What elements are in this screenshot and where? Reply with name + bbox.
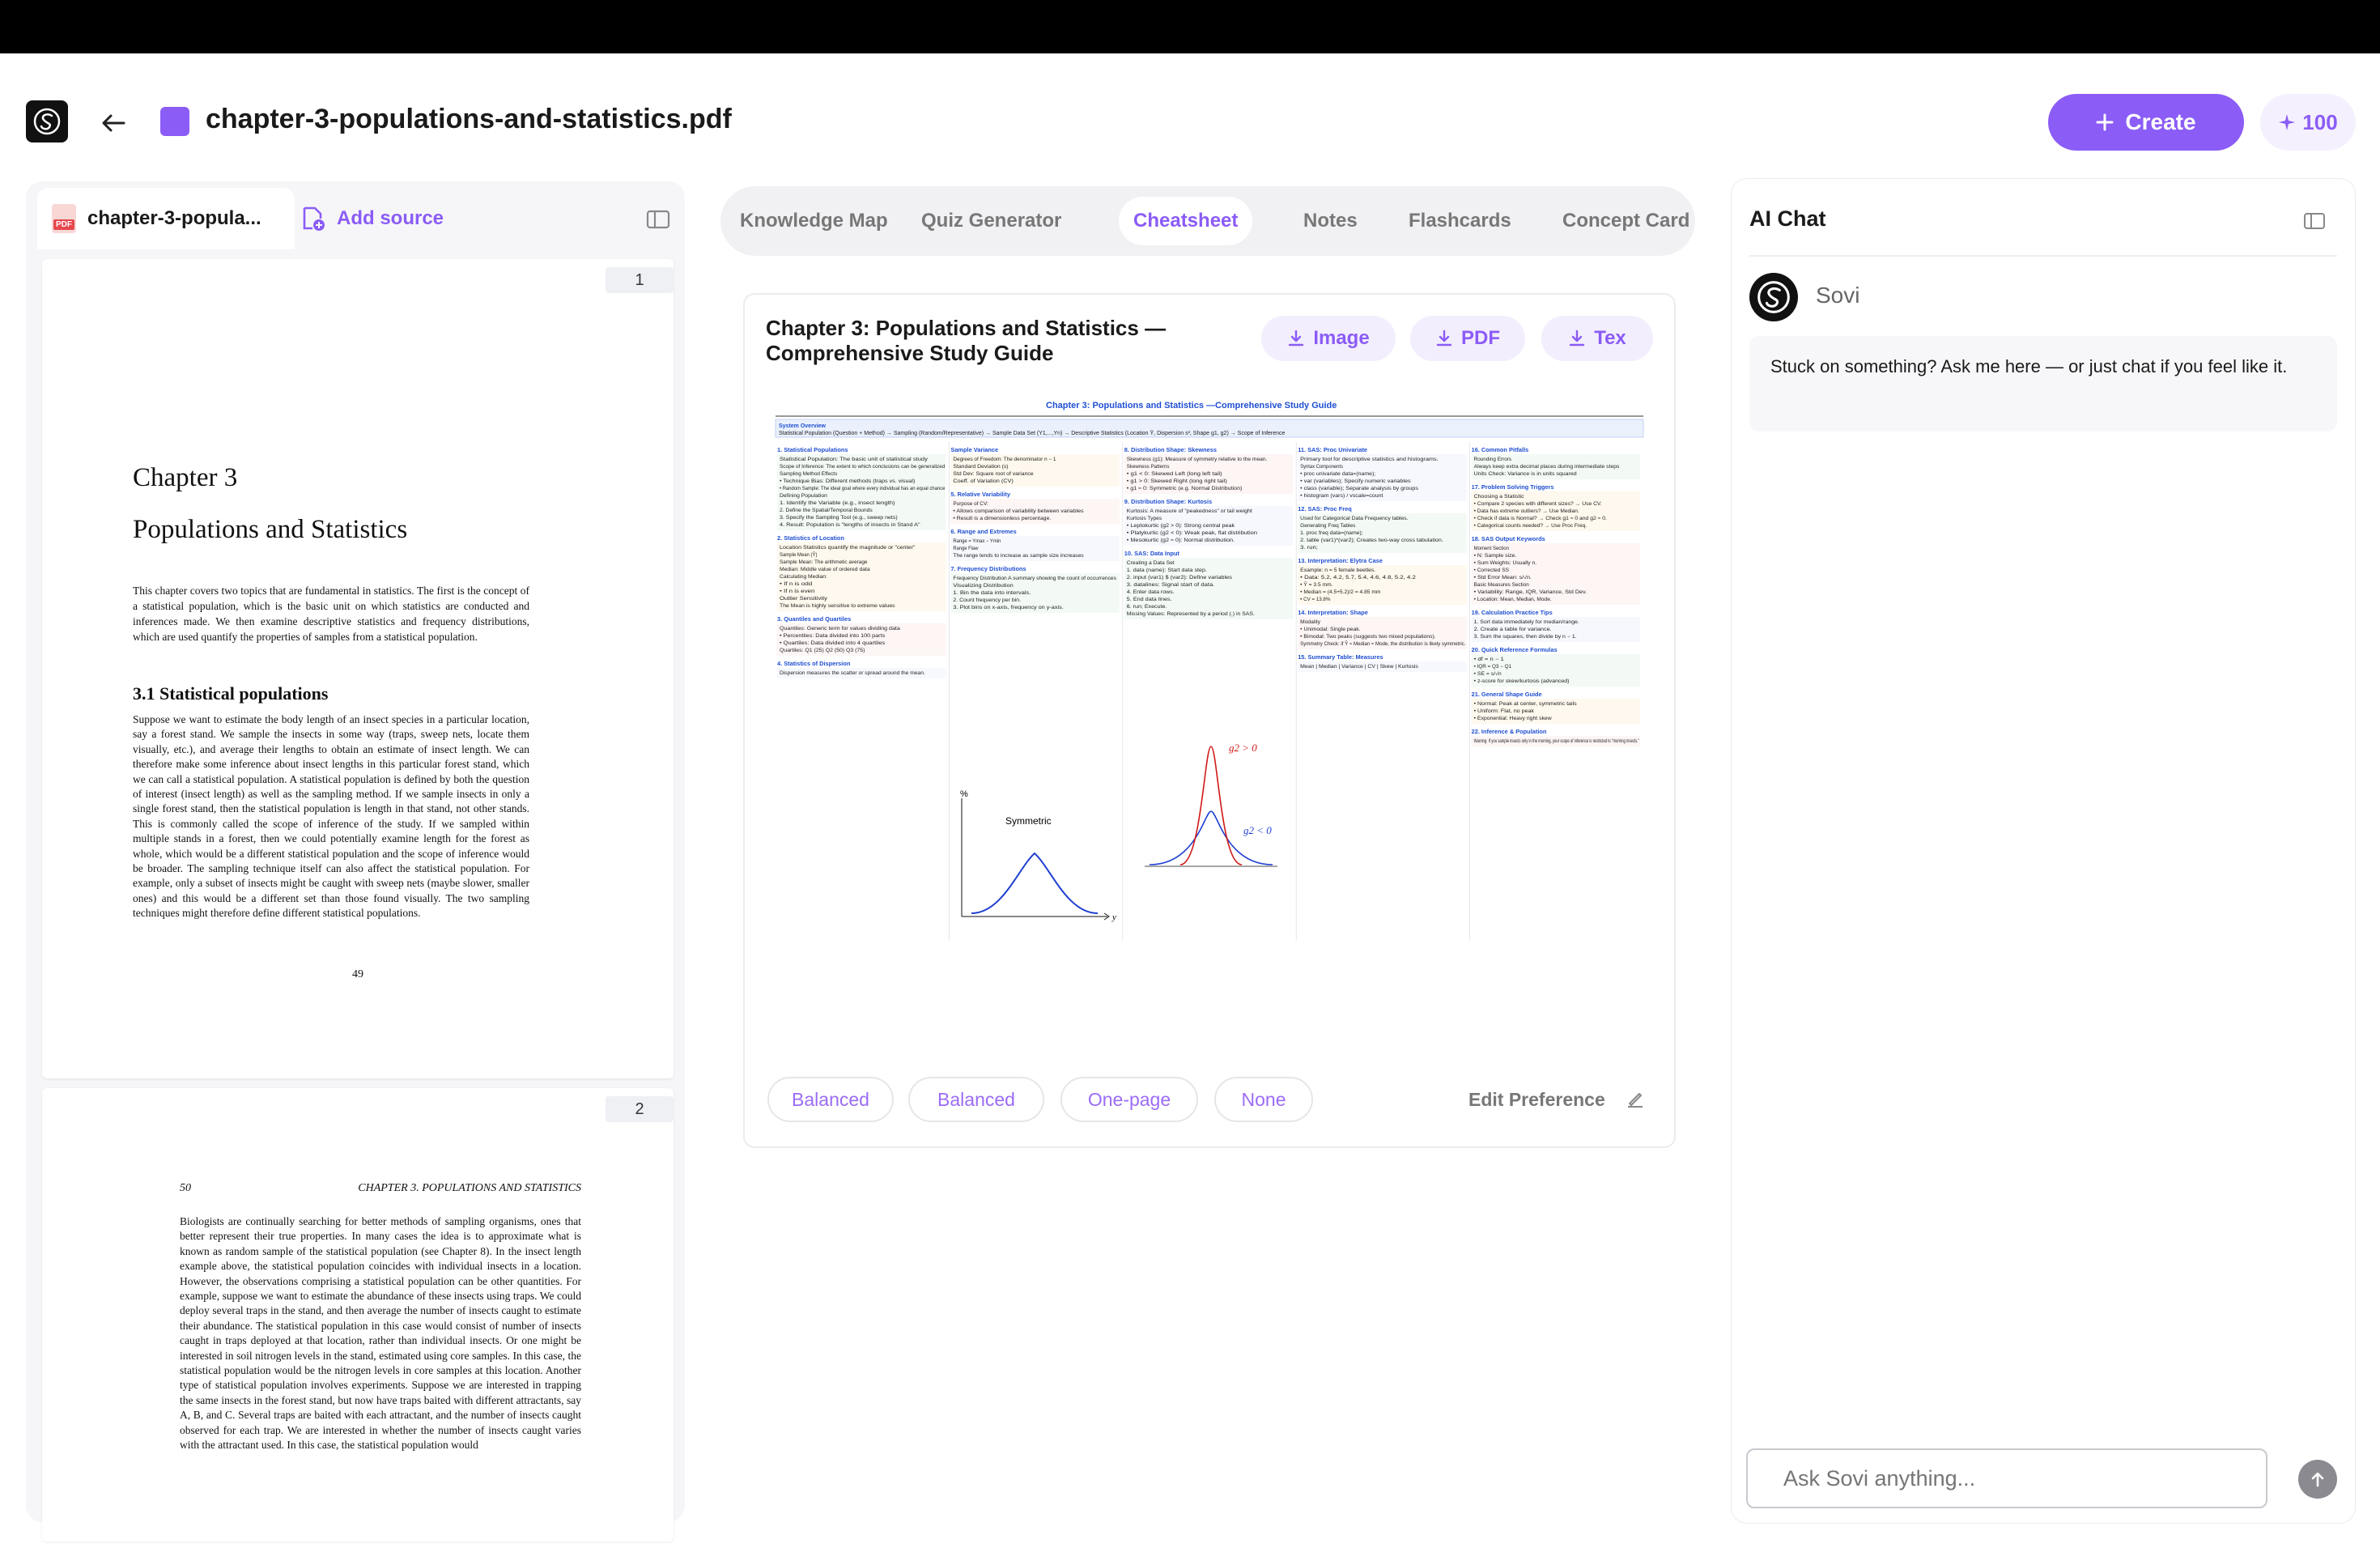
kurtosis-figure [1145,742,1277,866]
edit-pencil-icon [1625,1089,1646,1110]
ai-chat-panel [1731,178,2356,1524]
pref-chip-length[interactable]: One-page [1060,1077,1198,1122]
arrow-up-icon [2309,1470,2327,1488]
sheet-section-heading: 16. Common Pitfalls [1471,446,1529,453]
sheet-line: Kurtosis Types [1126,517,1162,521]
edit-preference-label: Edit Preference [1468,1088,1605,1110]
document-color-icon [160,107,189,136]
section-body: Suppose we want to estimate the body length of an insect species in a particular location, say a forest stand. We sample the insects in some way (traps, sweep nets, locate them visually, etc.), and average their lengths to obtain an estimate of insect length. We can therefore make some inference about insect lengths in this particular forest stand, which we can call a statistical population. A statistical population is defined by both the question of interest (insect length) as well as the sampling method. If we sample insects in only a single forest stand, then the statistical population is length in that stand, not other stands. This is commonly called the scope of inference of the study. If we sampled within multiple stands in a forest, then we could potentially examine length for the forest as whole, which would be a different statistical population and the scope of inference would be broader. The sampling technique itself can also affect the statistical population. For example, only a subset of insects might be caught with sweep nets (maybe slower, smaller ones) and this would be a different set than those found visually. The two sampling techniques might therefore define different statistical populations. [133,713,529,920]
credits-badge[interactable] [2260,94,2356,151]
sheet-line: Frequency Distribution A summary showing the count of occurrences [953,576,1116,581]
sheet-section-heading: 22. Inference & Population [1471,728,1547,735]
sheet-line: • Random Sample: The ideal goal where every individual has an equal chance [780,487,946,491]
sources-panel [26,181,685,1522]
sheet-line: 6. run; Execute. [1126,605,1167,610]
page-number: 1 [606,267,674,293]
sheet-section-heading: 7. Frequency Distributions [950,565,1026,572]
sheet-line: • SE = s/√n [1473,672,1498,677]
sheet-line: Used for Categorical Data Frequency tables. [1300,517,1409,521]
edit-preference-button[interactable] [1468,1077,1646,1122]
sheet-line: Outlier Sensitivity [780,597,827,602]
bot-message: Stuck on something? Ask me here — or just chat if you feel like it. [1749,336,2337,432]
sheet-line: Visualizing Distribution [953,584,1014,589]
figure-y-axis-label: % [960,789,968,799]
pref-chip-density[interactable]: Balanced [767,1077,894,1122]
sheet-section-heading: 15. Summary Table: Measures [1298,653,1383,661]
sheet-line: Calculating Median: [780,575,828,580]
sheet-line: • Mesokurtic (g2 ≈ 0): Normal distribution. [1126,538,1235,543]
sheet-line: Syntax Components [1300,465,1343,470]
sparkle-icon [2278,113,2296,131]
sheet-line: 3. Specify the Sampling Tool (e.g., sweep nets) [780,516,898,521]
sheet-line: Standard Deviation (s) [953,465,1009,470]
chapter-label: Chapter 3 [133,463,238,492]
sheet-line: Sample Mean: The arithmetic average [780,560,869,565]
sheet-line: • Quartiles: Data divided into 4 quartiles [780,641,886,646]
sheet-section-box [1472,543,1640,605]
sheet-line: Primary tool for descriptive statistics and histograms. [1300,457,1439,462]
sheet-line: Missing Values: Represented by a period (.) in SAS. [1126,612,1256,617]
credits-count: 100 [2302,109,2338,134]
sheet-section-heading: 12. SAS: Proc Freq [1298,505,1352,512]
sheet-section-heading: 11. SAS: Proc Univariate [1298,446,1368,453]
sheet-line: • Platykurtic (g2 < 0): Weak peak, flat distribution [1126,531,1257,536]
sheet-line: 1. Identify the Variable (e.g., insect length) [780,501,895,506]
sheet-line: Units Check: Variance is in units squared [1473,472,1577,477]
sheet-section-box [1124,558,1293,619]
sheet-line: 1. data (name): Start data step. [1126,568,1208,573]
sheet-line: The Mean is highly sensitive to extreme values [780,604,895,609]
page-footer: 49 [352,968,363,980]
sheet-line: • N: Sample size. [1473,554,1517,559]
pref-chip-detail[interactable]: Balanced [908,1077,1044,1122]
cheatsheet-card [743,293,1676,1148]
sheet-line: Skewness (g1): Measure of symmetry relative to the mean. [1126,457,1268,462]
sheet-section-heading: 4. Statistics of Dispersion [777,660,851,667]
sheet-line: 1. Sort data immediately for median/range. [1473,620,1580,625]
running-page-number: 50 [180,1182,191,1194]
sheet-section-heading: 14. Interpretation: Shape [1298,609,1368,616]
sheet-line: 3. datalines: Signal start of data. [1126,583,1215,588]
sheet-line: • g1 ≈ 0: Symmetric (e.g. Normal Distribution) [1126,487,1243,491]
sheet-line: 2. table (var1)*(var2); Creates two-way cross tabulation. [1300,538,1444,543]
sheet-line: Moment Section [1473,546,1509,551]
sheet-line: • Exponential: Heavy right skew [1473,717,1553,721]
sheet-line: Quantiles: Generic term for values dividing data [780,627,901,632]
chat-input[interactable] [1746,1448,2267,1508]
sheet-line: • Data: 5.2, 4.2, 5.7, 5.4, 4.6, 4.8, 5.2, 4.2 [1300,576,1417,580]
sidebar-toggle-icon[interactable] [2303,211,2326,231]
sheet-line: Mean | Median | Variance | CV | Skew | Kurtosis [1300,665,1418,670]
sheet-line: Basic Measures Section [1473,583,1529,588]
sheet-line: Rounding Errors [1473,457,1512,462]
sheet-line: • Median = (4.5+5.2)/2 = 4.85 mm [1300,590,1381,595]
sheet-line: • IQR = Q3 − Q1 [1473,665,1512,670]
sheet-line: Symmetry Check: if Ȳ ≈ Median ≈ Mode, the distribution is likely symmetric. [1300,642,1462,647]
add-source-button[interactable] [301,206,444,232]
sheet-line: • g1 < 0: Skewed Left (long left tail) [1126,472,1222,477]
cheatsheet-title: Chapter 3: Populations and Statistics — Comprehensive Study Guide [766,316,1167,365]
sheet-line: • Normal: Peak at center, symmetric tails [1473,702,1577,707]
download-image-label: Image [1313,327,1370,349]
source-tab[interactable] [37,188,295,249]
logo-icon [32,107,62,136]
download-icon [1435,330,1453,347]
pdf-file-icon [52,204,76,233]
sidebar-toggle-icon[interactable] [646,209,670,230]
sheet-line: The range tends to increase as sample size increases [953,554,1084,559]
page-body: Biologists are continually searching for better methods of sampling organisms, ones that better represent their true properties. In many cases the idea is to approximate what is known as random sample of the statistical population (see Chapter 8). In the insect length example above, the statistical population coincides with individual insects in a location. However, the observations comprising a statistical population can be other quantities. For example, suppose we want to estimate the abundance of these insects using traps. We could deploy several traps in the stand, and then average the number of insects caught to estimate their abundance. The statistical population in this case would consist of number of insects caught in traps deployed at that location, rather than individual insects. Or one might be interested in soil nitrogen levels in the stand, estimated using core samples. In this case, the statistical population would be the nitrogen levels in core samples at this location. Another type of statistical population involves experiments. Suppose we are interested in trapping the same insects in the forest stand, but now have traps baited with different attractants, say A, B, and C. Several traps are baited with each attractant, and the number of insects caught observed for each trap. We are interested in whether the number of insects caught varies with the attractant used. In this case, the statistical population would [180,1215,581,1452]
symmetric-distribution-figure [960,789,1116,922]
send-button[interactable] [2298,1460,2337,1499]
sheet-line: • Technique Bias: Different methods (traps vs. visual) [780,479,916,484]
sheet-line: Skewness Patterns [1126,465,1170,470]
document-title: chapter-3-populations-and-statistics.pdf [206,104,732,134]
sheet-line: • g1 > 0: Skewed Right (long right tail) [1126,479,1227,484]
sheet-line: 1. Bin the data into intervals. [953,591,1031,596]
sheet-title: Chapter 3: Populations and Statistics —Comprehensive Study Guide [1046,401,1337,410]
sheet-line: Range = Ymax − Ymin [953,539,1001,544]
sheet-line: • Sum Weights: Usually n. [1473,561,1537,566]
sheet-line: Range Flaw [953,546,980,551]
download-image-button[interactable] [1261,316,1396,361]
sheet-line: 3. Sum the squares, then divide by n − 1. [1473,635,1578,640]
sheet-line: 2. Create a table for variance. [1473,627,1553,632]
pdf-badge-label: PDF [53,219,74,230]
add-source-label: Add source [337,207,444,229]
sheet-section-heading: 17. Problem Solving Triggers [1471,483,1554,491]
section-heading: 3.1 Statistical populations [133,683,329,704]
sheet-line: Purpose of CV: [953,502,989,507]
sheet-line: Degrees of Freedom: The denominator n − 1 [953,457,1057,462]
download-pdf-button[interactable] [1410,316,1525,361]
app-logo[interactable] [26,100,68,142]
sheet-line: Modality [1300,620,1320,625]
sheet-section-heading: 1. Statistical Populations [777,446,848,453]
sheet-line: 4. Enter data rows. [1126,590,1175,595]
running-header [180,1182,581,1195]
sheet-section-heading: 18. SAS Output Keywords [1471,535,1545,542]
sheet-line: Sampling Method Effects [780,472,838,477]
chapter-intro: This chapter covers two topics that are fundamental in statistics. The first is the concept of a statistical population, which is the basic unit on which statistics are conducted and inferences made. We then examine descriptive statistics and frequency distributions, which are used quantify the properties of samples from a statistical population. [133,585,529,643]
divider [1749,255,2337,257]
overview-label: System Overview [779,423,826,429]
plus-icon [2096,113,2114,131]
running-title: CHAPTER 3. POPULATIONS AND STATISTICS [358,1182,581,1194]
sheet-line: Coeff. of Variation (CV) [953,479,1014,484]
sheet-line: 5. End data lines. [1126,598,1172,602]
tab-flashcards[interactable]: Flashcards [1409,210,1511,232]
tab-quiz-generator[interactable]: Quiz Generator [921,210,1062,232]
avatar [1749,273,1798,321]
download-tex-button[interactable] [1541,316,1653,361]
sheet-line: • class (variable); Separate analysis by groups [1300,487,1418,491]
sheet-line: Generating Freq Tables [1300,524,1356,529]
sheet-line: • Categorical counts needed? → Use Proc Freq. [1473,524,1587,529]
sheet-line: Dispersion measures the scatter or spread around the mean. [780,671,926,676]
sheet-line: • df = n − 1 [1473,657,1505,662]
sheet-line: 2. input (var1) $ (var2): Define variables [1126,576,1232,580]
sheet-line: • Leptokurtic (g2 > 0): Strong central peak [1126,524,1236,529]
window-top-bar [0,0,2380,53]
sheet-line: Median: Middle value of ordered data [780,568,871,572]
tab-knowledge-map[interactable]: Knowledge Map [740,210,888,232]
sheet-section-heading: Sample Variance [950,446,999,453]
sheet-line: Location Statistics quantify the magnitude or "center" [780,546,916,551]
sheet-line: • Compare 2 species with different sizes? → Use CV. [1473,502,1603,507]
sheet-section-heading: 3. Quantiles and Quartiles [777,615,852,623]
sheet-section-heading: 10. SAS: Data Input [1124,550,1179,557]
sheet-line: 2. Count frequency per bin. [953,598,1022,603]
app-header [0,53,2380,191]
sheet-section-heading: 9. Distribution Shape: Kurtosis [1124,498,1213,505]
preferences-row [767,1077,1658,1122]
sheet-line: • Uniform: Flat, no peak [1473,709,1536,714]
sheet-line: Scope of Inference: The extent to which conclusions can be generalized [780,465,946,470]
chapter-title: Populations and Statistics [133,515,408,544]
figure-x-axis-label: y [1112,912,1116,922]
sheet-line: • CV = 13.8% [1300,598,1332,602]
sheet-line: • histogram (vars) / vscale=count [1300,494,1383,499]
sheet-section-heading: 8. Distribution Shape: Skewness [1124,446,1217,453]
ai-chat-title: AI Chat [1749,206,1826,231]
create-button[interactable] [2048,94,2244,151]
sheet-section-heading: 13. Interpretation: Elytra Case [1298,557,1383,564]
pdf-page-2 [42,1088,674,1542]
page-number: 2 [606,1096,674,1122]
sheet-section-heading: 21. General Shape Guide [1471,691,1542,698]
sheet-line: 3. Plot bins on x-axis, frequency on y-axis. [953,606,1065,610]
sheet-line: • If n is even [780,589,815,594]
sheet-line: Defining Population [780,494,827,499]
sheet-line: • If n is odd [780,582,813,587]
back-button[interactable] [96,105,131,141]
download-tex-label: Tex [1594,327,1626,349]
bot-name: Sovi [1816,283,1860,308]
sheet-line: Choosing a Statistic [1473,495,1524,500]
sheet-line: • Location: Mean, Median, Mode. [1473,598,1553,602]
sheet-line: • proc univariate data=(name); [1300,472,1376,477]
sheet-line: Kurtosis: A measure of "peakedness" or tail weight [1126,509,1253,514]
sheet-line: • Ȳ = 3.5 mm. [1300,583,1330,588]
tab-notes[interactable]: Notes [1303,210,1358,232]
tab-concept-card[interactable]: Concept Card [1562,210,1690,232]
sheet-section-heading: 5. Relative Variability [950,491,1010,498]
sheet-line: • Bimodal: Two peaks (suggests two mixed populations). [1300,635,1436,640]
download-icon [1568,330,1586,347]
sheet-section-heading: 19. Calculation Practice Tips [1471,609,1553,616]
tab-cheatsheet[interactable]: Cheatsheet [1119,197,1252,245]
sheet-line: Always keep extra decimal places during intermediate steps [1473,465,1620,470]
sheet-line: • Variability: Range, IQR, Variance, Std Dev. [1473,590,1587,595]
sheet-line: • Percentiles: Data divided into 100 parts [780,634,886,639]
sheet-line: Warning: If you sample insects only in the morning, your scope of inference is restricted to "morning insects." [1473,739,1639,744]
sheet-line: 4. Result: Population is "lengths of insects in Stand A" [780,523,920,528]
sheet-line: • Std Error Mean: s/√n. [1473,576,1524,580]
figure-symmetric-label: Symmetric [1005,815,1052,827]
sheet-line: Sample Mean (Ȳ) [780,553,818,558]
sheet-section-heading: 2. Statistics of Location [777,534,844,542]
sheet-line: • Data has extreme outliers? → Use Median. [1473,509,1580,514]
sheet-line: • Result is a dimensionless percentage. [953,517,1052,521]
sheet-line: • Check if data is Normal? → Check g1 ≈ 0 and g2 ≈ 0. [1473,517,1608,521]
kurtosis-negative-label: g2 < 0 [1243,824,1272,836]
kurtosis-positive-label: g2 > 0 [1229,742,1257,754]
sheet-line: • Corrected SS [1473,568,1509,573]
sheet-line: • Allows comparison of variability between variables [953,509,1084,514]
sheet-line: 1. proc freq data=(name); [1300,531,1364,536]
sheet-line: Creating a Data Set [1126,561,1175,566]
sheet-line: • Unimodal: Single peak. [1300,627,1361,632]
source-tab-label: chapter-3-popula... [87,207,261,229]
cheatsheet-preview[interactable] [776,390,1643,941]
file-add-icon [301,206,325,232]
download-pdf-label: PDF [1461,327,1500,349]
pref-chip-style[interactable]: None [1214,1077,1313,1122]
sheet-line: Quartiles: Q1 (25) Q2 (50) Q3 (75) [780,649,865,653]
sheet-line: • var (variables); Specify numeric variables [1300,479,1411,484]
arrow-left-icon [101,113,125,133]
sheet-line: Example: n = 5 female beetles. [1300,568,1376,573]
study-tools-tabs [720,186,1695,256]
overview-text: Statistical Population (Question + Method) → Sampling (Random/Representative) → Sample Data Set (Y1,...,Yn) → Descriptive Statistics (Location Ȳ, Dispersion s², Shape g1, g2) → Scope of Inference [779,431,1286,436]
bot-logo-icon [1756,279,1791,315]
sheet-line: • z-score for skew/kurtosis (advanced) [1473,679,1570,684]
sheet-line: 3. run; [1300,546,1319,551]
sheet-line: Statistical Population: The basic unit of statistical study [780,457,928,462]
sheet-line: Std Dev: Square root of variance [953,472,1035,477]
download-icon [1287,330,1305,347]
sheet-section-heading: 20. Quick Reference Formulas [1471,646,1558,653]
pdf-page-1 [42,259,674,1078]
sheet-line: 2. Define the Spatial/Temporal Bounds [780,508,873,513]
sheet-section-heading: 6. Range and Extremes [950,528,1017,535]
create-label: Create [2125,109,2196,134]
